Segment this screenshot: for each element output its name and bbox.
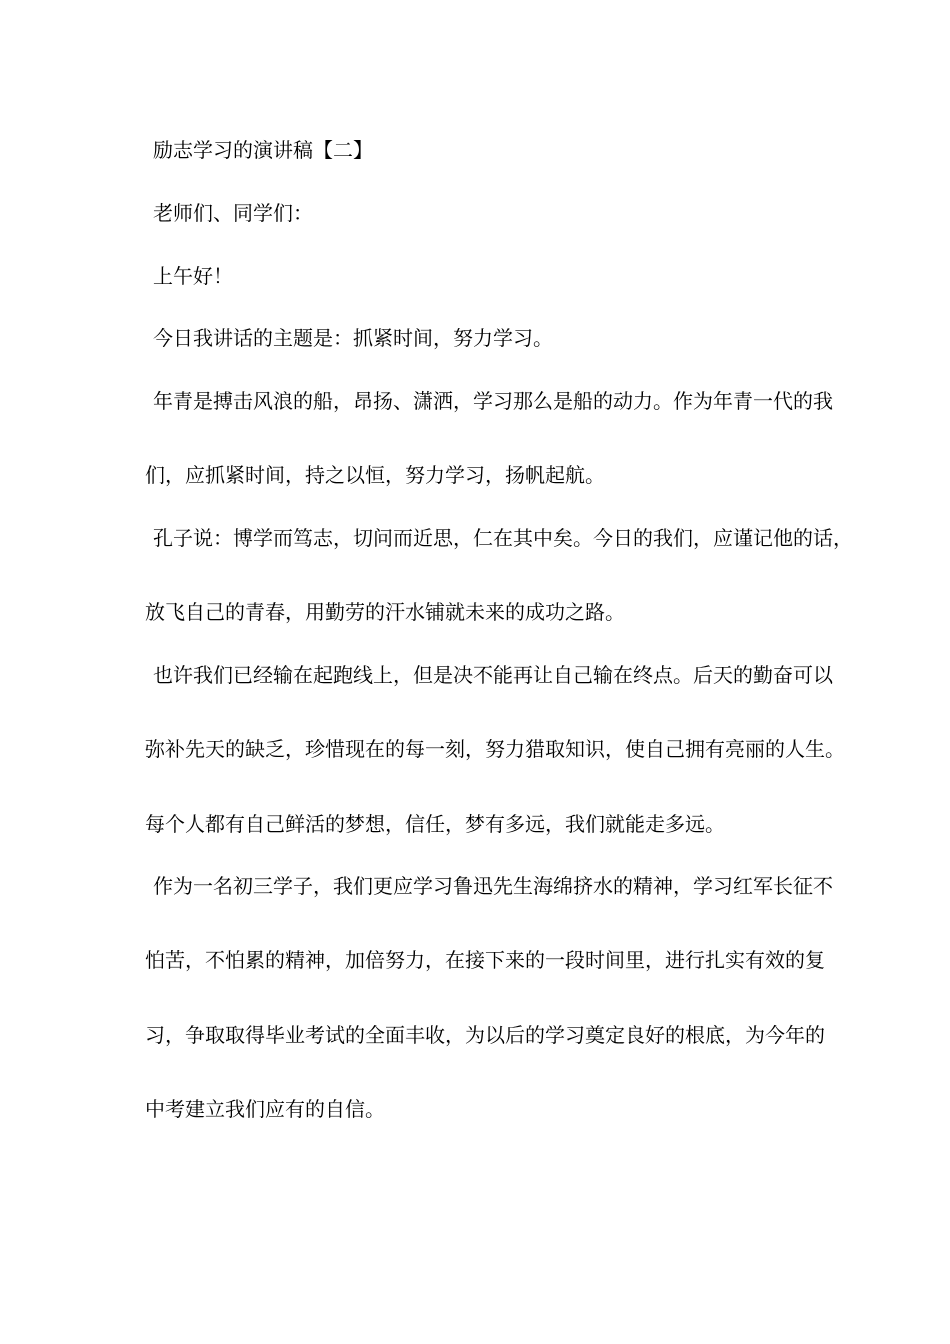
paragraph-line: 们，应抓紧时间，持之以恒，努力学习，扬帆起航。 [145,463,605,487]
paragraph-line: 孔子说：博学而笃志，切问而近思，仁在其中矣。今日的我们，应谨记他的话， [153,526,853,550]
paragraph-line: 也许我们已经输在起跑线上，但是决不能再让自己输在终点。后天的勤奋可以 [153,663,833,687]
paragraph-line: 年青是搏击风浪的船，昂扬、潇洒，学习那么是船的动力。作为年青一代的我 [153,389,833,413]
paragraph-line: 今日我讲话的主题是：抓紧时间，努力学习。 [153,326,553,350]
paragraph-line: 怕苦，不怕累的精神，加倍努力，在接下来的一段时间里，进行扎实有效的复 [145,948,825,972]
paragraph-line: 弥补先天的缺乏，珍惜现在的每一刻，努力猎取知识，使自己拥有亮丽的人生。 [145,737,845,761]
paragraph-line: 习，争取取得毕业考试的全面丰收，为以后的学习奠定良好的根底，为今年的 [145,1023,825,1047]
paragraph-line: 老师们、同学们： [153,201,313,225]
document-title: 励志学习的演讲稿【二】 [153,138,373,162]
paragraph-line: 上午好！ [153,264,233,288]
paragraph-line: 作为一名初三学子，我们更应学习鲁迅先生海绵挤水的精神，学习红军长征不 [153,874,833,898]
paragraph-line: 放飞自己的青春，用勤劳的汗水铺就未来的成功之路。 [145,600,625,624]
paragraph-line: 中考建立我们应有的自信。 [145,1097,385,1121]
paragraph-line: 每个人都有自己鲜活的梦想，信任，梦有多远，我们就能走多远。 [145,812,725,836]
